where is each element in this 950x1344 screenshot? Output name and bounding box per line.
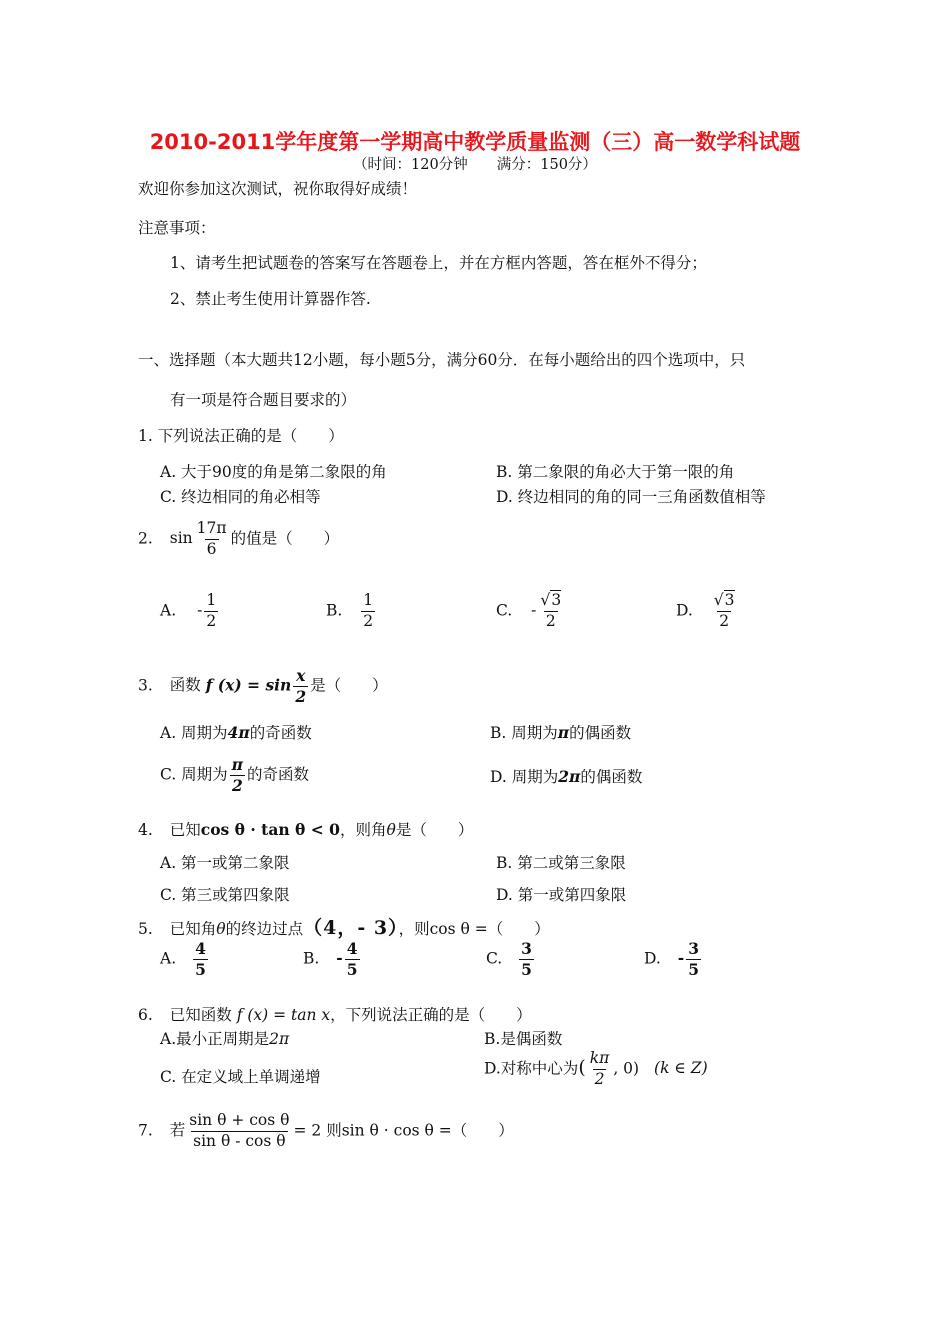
q3-c-pre: C. 周期为 — [160, 765, 228, 784]
q3-number: 3. — [138, 676, 153, 695]
q3-option-d — [490, 765, 642, 787]
q4-option-c: C. 第三或第四象限 — [160, 886, 290, 904]
q5-option-d — [644, 940, 703, 979]
q2-b-num: 1 — [363, 591, 374, 609]
q3-frac-num: x — [296, 666, 306, 685]
q5-b-sign: - — [336, 948, 343, 968]
notice-item-1: 1、请考生把试题卷的答案写在答题卷上，并在方框内答题，答在框外不得分； — [170, 254, 707, 272]
q5-a-den: 5 — [195, 959, 206, 979]
q4-mid: ，则角 — [339, 821, 387, 839]
q6-number: 6. — [138, 1006, 153, 1024]
q5-b-den: 5 — [346, 959, 358, 979]
q2-c-fraction — [538, 592, 563, 631]
q2-fraction — [195, 520, 229, 559]
q5-a-num: 4 — [195, 939, 206, 958]
q2-a-sign: - — [197, 601, 203, 620]
q6-d-pre: D.对称中心为 — [484, 1059, 579, 1078]
q4-stem — [138, 818, 473, 840]
q3-a-math: 4π — [227, 723, 250, 742]
q5-d-num: 3 — [688, 939, 699, 958]
q2-b-fraction — [361, 592, 375, 631]
q4-math: cos θ · tan θ < 0 — [200, 820, 340, 839]
q5-cos: cos θ = — [429, 920, 488, 938]
q5-c-label: C. — [486, 949, 503, 968]
q4-option-b: B. 第二或第三象限 — [496, 854, 626, 872]
exam-subtitle: （时间：120分钟 满分：150分） — [353, 157, 597, 173]
q5-d-fraction — [686, 940, 701, 979]
q5-b-num: 4 — [346, 939, 358, 958]
q7-number: 7. — [138, 1121, 153, 1140]
q4-tail: 是（ ） — [395, 821, 474, 839]
q5-lead: 已知角 — [169, 920, 217, 938]
q3-fraction — [293, 667, 308, 706]
q2-option-a — [160, 592, 220, 631]
section-heading-cont: 有一项是符合题目要求的） — [170, 391, 357, 409]
q5-number: 5. — [138, 920, 153, 938]
q6-lead: 已知函数 — [169, 1006, 232, 1024]
q6-function: f (x) = tan x — [236, 1006, 331, 1024]
q5-stem — [138, 913, 550, 940]
q3-c-post: 的奇函数 — [247, 765, 310, 784]
q6-d-condition: (k ∈ Z) — [654, 1059, 708, 1078]
q2-c-den: 2 — [545, 611, 556, 630]
q3-b-post: 的偶函数 — [569, 724, 632, 742]
q6-d-close: , 0) — [613, 1059, 640, 1078]
q7-stem — [138, 1112, 514, 1151]
q1-option-a: A. 大于90度的角是第二象限的角 — [160, 463, 387, 481]
q3-d-math: 2π — [558, 767, 581, 786]
q6-a-math: 2π — [269, 1030, 290, 1048]
q3-c-den: 2 — [231, 775, 243, 795]
q2-option-b — [326, 592, 377, 631]
notice-title: 注意事项： — [138, 219, 216, 237]
q2-option-c — [496, 592, 565, 631]
q6-tail: ，下列说法正确的是（ ） — [330, 1006, 532, 1024]
q5-c-num: 3 — [521, 939, 532, 958]
q5-mid2: ，则 — [398, 920, 430, 938]
q5-c-fraction — [519, 940, 534, 979]
q2-d-label: D. — [676, 601, 693, 620]
q2-b-label: B. — [326, 601, 343, 620]
q6-option-d — [484, 1050, 708, 1089]
q2-option-d — [676, 592, 739, 631]
q7-equals: = 2 — [293, 1121, 322, 1140]
q3-c-fraction — [230, 756, 245, 795]
q6-a-pre: A.最小正周期是 — [160, 1030, 270, 1048]
q4-number: 4. — [138, 821, 153, 839]
q2-a-label: A. — [160, 601, 177, 620]
q5-b-fraction — [345, 940, 360, 979]
q3-tail: 是（ ） — [310, 676, 388, 695]
q2-c-num — [538, 592, 563, 611]
q1-option-c: C. 终边相同的角必相等 — [160, 488, 321, 506]
q5-option-c — [486, 940, 536, 979]
q2-a-num: 1 — [206, 591, 217, 609]
q3-stem — [138, 667, 388, 706]
q7-math: sin θ · cos θ = — [341, 1121, 452, 1140]
q2-tail: 的值是（ ） — [230, 529, 340, 548]
exam-title: 2010-2011学年度第一学期高中教学质量监测（三）高一数学科试题 — [149, 130, 801, 154]
q5-mid: 的终边过点 — [225, 920, 304, 938]
q6-stem — [138, 1003, 532, 1025]
q3-lead: 函数 — [169, 676, 201, 695]
q4-lead: 已知 — [169, 821, 201, 839]
q1-option-b: B. 第二象限的角必大于第一限的角 — [496, 463, 735, 481]
q2-frac-num: 17π — [196, 519, 227, 537]
q2-d-fraction — [712, 592, 737, 631]
q7-mid: 则 — [326, 1121, 342, 1140]
q2-c-radicand: 3 — [551, 591, 562, 609]
q3-b-pre: B. 周期为 — [490, 724, 558, 742]
q2-stem — [138, 520, 339, 559]
q3-frac-den: 2 — [295, 686, 307, 706]
q4-option-d: D. 第一或第四象限 — [496, 886, 627, 904]
q5-b-label: B. — [303, 949, 320, 968]
q5-point: （4，- 3） — [303, 917, 399, 939]
q6-option-b: B.是偶函数 — [484, 1030, 563, 1048]
q3-a-pre: A. 周期为 — [160, 724, 228, 742]
q2-sin: sin — [169, 529, 193, 548]
q7-fraction — [187, 1112, 291, 1151]
q6-option-c: C. 在定义域上单调递增 — [160, 1068, 321, 1086]
q6-d-num: kπ — [589, 1049, 610, 1067]
q5-option-b — [303, 940, 362, 979]
section-heading: 一、选择题（本大题共12小题，每小题5分，满分60分．在每小题给出的四个选项中，只 — [138, 351, 746, 369]
q2-d-radicand: 3 — [724, 591, 735, 609]
q2-d-num — [712, 592, 737, 611]
q2-number: 2. — [138, 529, 153, 548]
q6-d-fraction — [588, 1050, 612, 1089]
notice-item-2: 2、禁止考生使用计算器作答. — [170, 290, 371, 308]
q5-d-den: 5 — [688, 959, 699, 979]
q2-frac-den: 6 — [206, 539, 217, 558]
q6-option-a — [160, 1027, 289, 1049]
q3-c-num: π — [231, 755, 244, 774]
q6-d-open: ( — [578, 1056, 586, 1079]
q2-b-den: 2 — [363, 611, 374, 630]
q7-lead: 若 — [169, 1121, 186, 1140]
q3-option-a — [160, 721, 312, 743]
q5-a-fraction — [193, 940, 208, 979]
q4-theta: θ — [386, 821, 396, 839]
q3-a-post: 的奇函数 — [249, 724, 312, 742]
q7-frac-den: sin θ - cos θ — [193, 1131, 286, 1150]
q7-frac-num: sin θ + cos θ — [189, 1111, 290, 1129]
q1-option-d: D. 终边相同的角的同一三角函数值相等 — [496, 488, 766, 506]
q3-d-post: 的偶函数 — [580, 768, 643, 786]
q3-option-b — [490, 721, 631, 743]
sqrt-icon: √ — [713, 591, 724, 609]
q7-tail: （ ） — [451, 1121, 514, 1140]
q2-c-label: C. — [496, 601, 513, 620]
q2-a-den: 2 — [206, 611, 217, 630]
q3-function: f (x) = sin — [205, 675, 292, 695]
q5-option-a — [160, 940, 210, 979]
q2-a-fraction — [204, 592, 218, 631]
q6-d-den: 2 — [594, 1069, 605, 1088]
q5-c-den: 5 — [521, 959, 532, 979]
q5-a-label: A. — [160, 949, 177, 968]
q3-option-c — [160, 756, 309, 795]
q5-theta: θ — [216, 920, 226, 938]
q4-option-a: A. 第一或第二象限 — [160, 854, 290, 872]
q3-b-math: π — [557, 723, 570, 742]
q1-stem: 1. 下列说法正确的是（ ） — [138, 427, 344, 445]
sqrt-icon: √ — [540, 591, 551, 609]
q5-d-sign: - — [677, 948, 685, 968]
q2-d-den: 2 — [719, 611, 730, 630]
q5-tail: （ ） — [487, 920, 550, 938]
q5-d-label: D. — [644, 949, 661, 968]
q2-c-sign: - — [531, 601, 537, 620]
welcome-text: 欢迎你参加这次测试，祝你取得好成绩！ — [138, 180, 418, 198]
q3-d-pre: D. 周期为 — [490, 768, 559, 786]
